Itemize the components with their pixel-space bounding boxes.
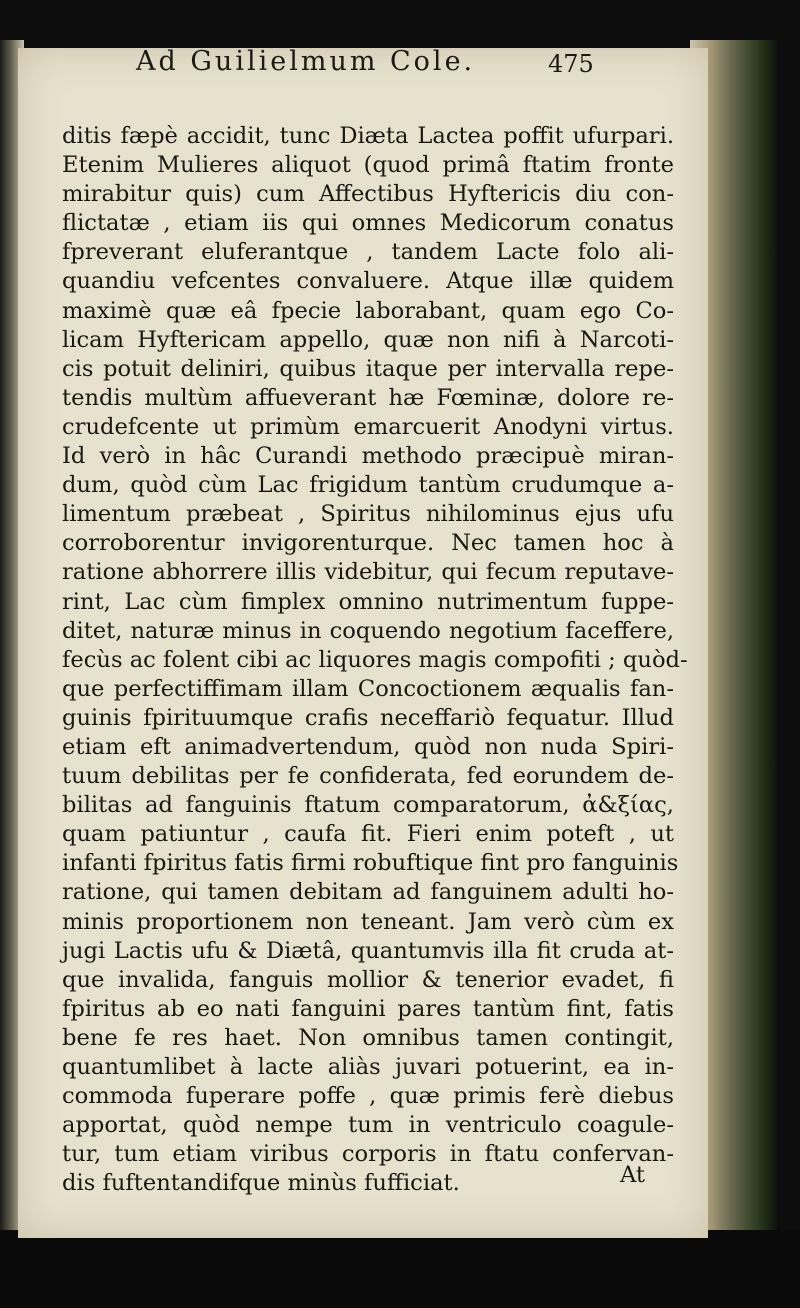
text-line: ditet, naturæ minus in coquendo negotium faceffere, xyxy=(62,617,674,644)
text-line: apportat, quòd nempe tum in ventriculo coagule- xyxy=(62,1112,674,1139)
text-line: Id verò in hâc Curandi methodo præcipuè miran- xyxy=(62,443,674,470)
text-line: fecùs ac folent cibi ac liquores magis compofiti ; quòd- xyxy=(62,646,688,673)
text-line: que invalida, fanguis mollior & tenerior evadet, fi xyxy=(62,966,674,993)
text-line: bilitas ad fanguinis ftatum comparatorum, ἀ&ξίας, xyxy=(62,792,674,819)
text-line: que perfectiffimam illam Concoctionem æqualis fan- xyxy=(62,675,674,702)
catchword: At xyxy=(620,1162,645,1188)
text-line: cis potuit deliniri, quibus itaque per intervalla repe- xyxy=(62,355,674,382)
text-line: quantumlibet à lacte aliàs juvari potuerint, ea in- xyxy=(62,1054,674,1080)
text-line: rint, Lac cùm fimplex omnino nutrimentum fuppe- xyxy=(62,588,674,615)
text-line: etiam eft animadvertendum, quòd non nuda Spiri- xyxy=(62,733,674,760)
text-line: Etenim Mulieres aliquot (quod primâ ftatim fronte xyxy=(62,152,674,179)
text-line: ditis fæpè accidit, tunc Diæta Lactea poffit ufurpari. xyxy=(62,123,674,149)
text-line: commoda fuperare poffe , quæ primis ferè diebus xyxy=(62,1083,674,1110)
text-line: infanti fpiritus fatis firmi robuftique fint pro fanguinis xyxy=(62,850,679,877)
text-line: mirabitur quis) cum Affectibus Hyftericis diu con- xyxy=(62,181,674,208)
text-line: licam Hyftericam appello, quæ non nifi à Narcoti- xyxy=(62,326,674,353)
text-line: fpiritus ab eo nati fanguini pares tantùm fint, fatis xyxy=(62,995,674,1022)
text-line: fpreverant eluferantque , tandem Lacte folo ali- xyxy=(62,239,674,266)
text-line: maximè quæ eâ fpecie laborabant, quam ego Co- xyxy=(62,297,674,324)
text-line: quam patiuntur , caufa fit. Fieri enim poteft , ut xyxy=(62,821,674,848)
running-head: Ad Guilielmum Cole. xyxy=(136,46,476,77)
text-line: quandiu vefcentes convaluere. Atque illæ quidem xyxy=(62,268,674,295)
text-line: jugi Lactis ufu & Diætâ, quantumvis illa fit cruda at- xyxy=(62,937,674,964)
text-line: flictatæ , etiam iis qui omnes Medicorum conatus xyxy=(62,210,674,237)
text-line: dum, quòd cùm Lac frigidum tantùm crudumque a- xyxy=(62,472,674,499)
text-line: dis fuftentandifque minùs fufficiat. xyxy=(62,1170,460,1197)
text-line: bene fe res haet. Non omnibus tamen contingit, xyxy=(62,1024,674,1051)
body-text xyxy=(62,122,688,1198)
text-line: crudefcente ut primùm emarcuerit Anodyni virtus. xyxy=(62,413,674,440)
background-bottom xyxy=(0,1230,800,1308)
text-line: ratione abhorrere illis videbitur, qui fecum reputave- xyxy=(62,559,674,586)
page-number: 475 xyxy=(548,50,594,78)
text-line: ratione, qui tamen debitam ad fanguinem adulti ho- xyxy=(62,879,674,906)
text-line: tendis multùm affueverant hæ Fœminæ, dolore re- xyxy=(62,384,674,411)
text-line: guinis fpirituumque crafis neceffariò fequatur. Illud xyxy=(62,704,674,731)
text-line: limentum præbeat , Spiritus nihilominus ejus ufu xyxy=(62,501,674,528)
text-line: tur, tum etiam viribus corporis in ftatu confervan- xyxy=(62,1141,674,1168)
text-line: minis proportionem non teneant. Jam verò cùm ex xyxy=(62,908,674,935)
text-line: corroborentur invigorenturque. Nec tamen hoc à xyxy=(62,530,674,557)
text-line: tuum debilitas per fe confiderata, fed eorundem de- xyxy=(62,763,674,790)
